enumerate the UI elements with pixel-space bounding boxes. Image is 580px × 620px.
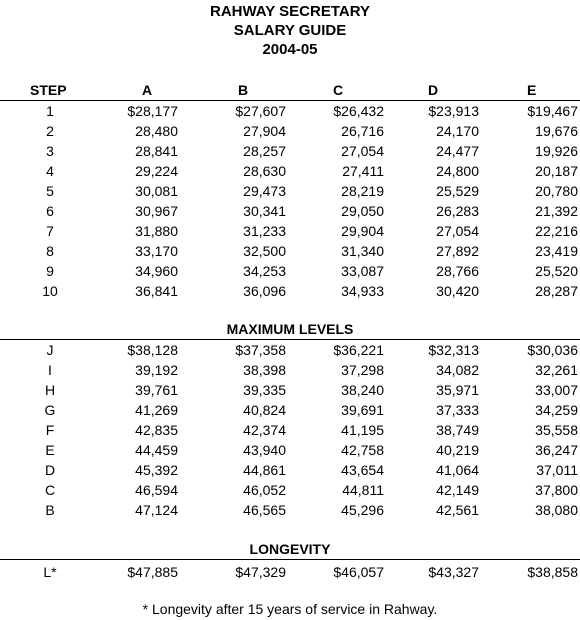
header-c: C [333,82,344,98]
step-label: G [44,402,56,418]
salary-cell: $36,221 [333,342,384,358]
salary-cell: $26,432 [333,103,384,119]
salary-cell: $19,467 [527,103,578,119]
salary-cell: 32,261 [535,362,578,378]
salary-cell: 39,761 [135,382,178,398]
step-label: 4 [46,163,54,179]
salary-cell: 25,529 [436,183,479,199]
salary-cell: 21,392 [535,203,578,219]
salary-cell: $37,358 [235,342,286,358]
salary-cell: 34,960 [135,263,178,279]
step-label: 8 [46,243,54,259]
salary-cell: 27,892 [436,243,479,259]
salary-cell: 41,269 [135,402,178,418]
salary-cell: $30,036 [527,342,578,358]
salary-cell: 44,459 [135,442,178,458]
salary-cell: 36,247 [535,442,578,458]
salary-cell: 28,766 [436,263,479,279]
salary-cell: 30,420 [436,283,479,299]
salary-cell: 27,904 [243,123,286,139]
salary-cell: 46,052 [243,482,286,498]
salary-cell: $46,057 [333,564,384,580]
salary-cell: 46,565 [243,502,286,518]
salary-cell: 42,758 [341,442,384,458]
salary-cell: 19,926 [535,143,578,159]
salary-cell: 43,940 [243,442,286,458]
salary-cell: 27,054 [436,223,479,239]
step-label: I [48,362,52,378]
salary-cell: 42,561 [436,502,479,518]
salary-cell: 33,087 [341,263,384,279]
salary-cell: 41,064 [436,462,479,478]
salary-cell: 30,081 [135,183,178,199]
table-row [0,501,580,520]
salary-cell: 28,841 [135,143,178,159]
step-label: E [45,442,55,458]
header-e: E [527,82,537,98]
table-row [0,202,580,221]
salary-cell: 35,558 [535,422,578,438]
salary-cell: 35,971 [436,382,479,398]
salary-cell: $28,177 [127,103,178,119]
maximum-levels-heading: MAXIMUM LEVELS [226,321,354,337]
salary-cell: 45,296 [341,502,384,518]
salary-cell: 47,124 [135,502,178,518]
salary-cell: 45,392 [135,462,178,478]
salary-cell: 31,233 [243,223,286,239]
salary-cell: 44,861 [243,462,286,478]
salary-cell: 29,904 [341,223,384,239]
salary-cell: 33,007 [535,382,578,398]
salary-cell: 26,283 [436,203,479,219]
salary-cell: 42,374 [243,422,286,438]
table-row [0,361,580,380]
salary-cell: 29,050 [341,203,384,219]
table-row [0,262,580,281]
step-label: 2 [46,123,54,139]
title-line-1: RAHWAY SECRETARY [209,3,371,20]
step-label: D [44,462,56,478]
table-row [0,563,580,582]
salary-cell: 25,520 [535,263,578,279]
table-row [0,162,580,181]
step-label: 1 [46,103,54,119]
table-row [0,421,580,440]
step-label: 10 [42,283,58,299]
salary-cell: 28,287 [535,283,578,299]
table-row [0,441,580,460]
step-label: J [46,342,54,358]
salary-cell: 38,240 [341,382,384,398]
salary-cell: 40,219 [436,442,479,458]
salary-cell: 42,149 [436,482,479,498]
longevity-rule [0,559,580,560]
salary-cell: 20,780 [535,183,578,199]
salary-cell: 24,800 [436,163,479,179]
salary-cell: 28,219 [341,183,384,199]
salary-cell: 39,192 [135,362,178,378]
salary-cell: 43,654 [341,462,384,478]
step-label: 9 [46,263,54,279]
salary-cell: 40,824 [243,402,286,418]
step-label: C [44,482,56,498]
salary-cell: 29,473 [243,183,286,199]
step-label: 3 [46,143,54,159]
salary-cell: 39,691 [341,402,384,418]
salary-cell: $47,885 [127,564,178,580]
salary-cell: 33,170 [135,243,178,259]
salary-cell: $47,329 [235,564,286,580]
salary-cell: 31,880 [135,223,178,239]
salary-cell: $23,913 [428,103,479,119]
salary-cell: 28,257 [243,143,286,159]
table-row [0,102,580,121]
salary-cell: 41,195 [341,422,384,438]
salary-cell: 34,933 [341,283,384,299]
maximum-levels-rule [0,339,580,340]
step-label: 7 [46,223,54,239]
step-label: F [45,422,55,438]
table-row [0,381,580,400]
salary-cell: 37,298 [341,362,384,378]
table-row [0,282,580,301]
header-step: STEP [30,82,67,98]
salary-cell: 29,224 [135,163,178,179]
salary-cell: 37,011 [536,462,578,478]
salary-cell: 38,398 [243,362,286,378]
header-b: B [238,82,249,98]
salary-cell: $32,313 [428,342,479,358]
salary-cell: 46,594 [135,482,178,498]
table-row [0,481,580,500]
salary-cell: 30,341 [243,203,286,219]
salary-cell: $38,858 [527,564,578,580]
title-line-3: 2004-05 [262,41,318,58]
step-label: B [45,502,55,518]
salary-cell: $27,607 [235,103,286,119]
salary-cell: 31,340 [341,243,384,259]
salary-cell: 26,716 [341,123,384,139]
salary-cell: 42,835 [135,422,178,438]
salary-cell: 24,477 [436,143,479,159]
salary-cell: 37,800 [535,482,578,498]
table-row [0,222,580,241]
header-rule [0,100,580,101]
salary-cell: $38,128 [127,342,178,358]
header-d: D [428,82,439,98]
table-row [0,461,580,480]
step-label: 6 [46,203,54,219]
table-row [0,182,580,201]
salary-cell: 44,811 [342,482,384,498]
salary-cell: 23,419 [535,243,578,259]
table-row [0,401,580,420]
salary-cell: $43,327 [428,564,479,580]
salary-cell: 28,480 [135,123,178,139]
salary-cell: 19,676 [535,123,578,139]
salary-cell: 24,170 [436,123,479,139]
table-row [0,122,580,141]
salary-cell: 27,411 [342,163,384,179]
step-label: L* [43,564,57,580]
salary-cell: 20,187 [535,163,578,179]
salary-cell: 22,216 [535,223,578,239]
salary-cell: 36,096 [243,283,286,299]
title-line-2: SALARY GUIDE [233,22,347,39]
footnote: * Longevity after 15 years of service in Rahway. [142,601,438,617]
table-row [0,142,580,161]
salary-cell: 37,333 [436,402,479,418]
salary-cell: 34,253 [243,263,286,279]
longevity-heading: LONGEVITY [249,541,331,557]
salary-cell: 30,967 [135,203,178,219]
step-label: 5 [46,183,54,199]
salary-cell: 38,749 [436,422,479,438]
salary-cell: 27,054 [341,143,384,159]
salary-cell: 34,259 [535,402,578,418]
salary-cell: 39,335 [243,382,286,398]
header-a: A [142,82,153,98]
salary-cell: 34,082 [436,362,479,378]
salary-cell: 32,500 [243,243,286,259]
salary-cell: 38,080 [535,502,578,518]
table-row [0,242,580,261]
salary-cell: 28,630 [243,163,286,179]
step-label: H [44,382,56,398]
salary-cell: 36,841 [135,283,178,299]
table-row [0,341,580,360]
